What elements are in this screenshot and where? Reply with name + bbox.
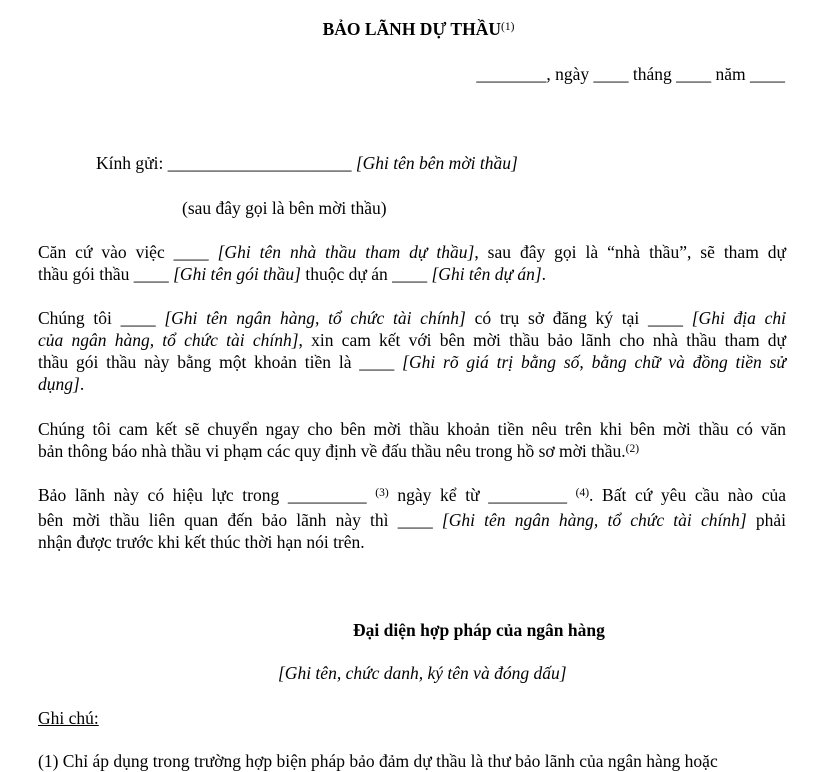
title-footnote-ref: (1) <box>501 21 515 33</box>
paragraph-validity <box>38 484 786 553</box>
text-run: Bảo lãnh này có hiệu lực trong _________ <box>38 485 376 505</box>
signature-title: Đại diện hợp pháp của ngân hàng <box>353 620 605 640</box>
hint-run: dụng] <box>38 374 80 394</box>
hint-run: của ngân hàng, tổ chức tài chính] <box>38 330 299 350</box>
recipient-hint: [Ghi tên bên mời thầu] <box>355 153 518 173</box>
paragraph-line <box>38 307 786 329</box>
text-run: . <box>79 374 85 394</box>
text-run: bên mời thầu liên quan đến bảo lãnh này thì ____ <box>38 510 442 530</box>
recipient-label: Kính gửi: <box>96 153 164 173</box>
paragraph-line <box>38 329 786 351</box>
recipient-line <box>96 152 518 174</box>
recipient-alias: (sau đây gọi là bên mời thầu) <box>182 198 387 218</box>
text-run: Căn cứ vào việc ____ <box>38 242 218 262</box>
paragraph-line: nhận được trước khi kết thúc thời hạn nói trên. <box>38 532 365 552</box>
text-run: , sau đây gọi là “nhà thầu”, sẽ tham dự <box>474 242 786 262</box>
signature-hint: [Ghi tên, chức danh, ký tên và đóng dấu] <box>278 663 567 683</box>
paragraph-line: Chúng tôi cam kết sẽ chuyển ngay cho bên mời thầu khoản tiền nêu trên khi bên mời thầu có văn <box>38 419 786 439</box>
footnote-ref-4: (4) <box>575 487 590 499</box>
hint-run: [Ghi tên gói thầu] <box>173 264 301 284</box>
paragraph-line <box>38 351 786 373</box>
paragraph-line <box>38 241 786 263</box>
text-run: có trụ sở đăng ký tại ____ <box>465 308 692 328</box>
footnote-ref-2: (2) <box>625 443 640 455</box>
hint-run: [Ghi tên ngân hàng, tổ chức tài chính] <box>441 510 747 530</box>
hint-run: [Ghi tên ngân hàng, tổ chức tài chính] <box>164 308 466 328</box>
paragraph-basis <box>38 241 786 285</box>
paragraph-line <box>38 263 786 285</box>
note-1: (1) Chỉ áp dụng trong trường hợp biện pháp bảo đảm dự thầu là thư bảo lãnh của ngân hàng hoặc <box>38 751 718 771</box>
text-run: ngày kể từ _________ <box>388 485 576 505</box>
text-run: bản thông báo nhà thầu vi phạm các quy định về đấu thầu nêu trong hồ sơ mời thầu. <box>38 441 626 461</box>
text-run: phải <box>746 510 786 530</box>
text-run: . <box>541 264 547 284</box>
paragraph-commitment <box>38 418 786 465</box>
recipient-blank: _____________________ <box>167 153 352 173</box>
paragraph-line <box>38 509 786 531</box>
paragraph-line <box>38 484 786 509</box>
text-run: thuộc dự án ____ <box>300 264 432 284</box>
text-run: . Bất cứ yêu cầu nào của <box>589 485 786 505</box>
hint-run: [Ghi địa chỉ <box>691 308 787 328</box>
hint-run: [Ghi tên nhà thầu tham dự thầu] <box>217 242 475 262</box>
title-text: BẢO LÃNH DỰ THẦU <box>322 19 501 39</box>
notes-heading: Ghi chú: <box>38 708 99 728</box>
paragraph-guarantor <box>38 307 786 395</box>
date-line: ________, ngày ____ tháng ____ năm ____ <box>476 64 785 84</box>
paragraph-line <box>38 373 786 395</box>
hint-run: [Ghi rõ giá trị bằng số, bằng chữ và đồng tiền sử <box>402 352 786 372</box>
hint-run: [Ghi tên dự án] <box>431 264 542 284</box>
footnote-ref-3: (3) <box>375 487 389 499</box>
document-title <box>0 18 837 43</box>
text-run: thầu gói thầu ____ <box>38 264 174 284</box>
text-run: Chúng tôi ____ <box>38 308 165 328</box>
paragraph-line <box>38 440 786 465</box>
text-run: , xin cam kết với bên mời thầu bảo lãnh cho nhà thầu tham dự <box>298 330 786 350</box>
text-run: thầu gói thầu này bằng một khoản tiền là ____ <box>38 352 403 372</box>
